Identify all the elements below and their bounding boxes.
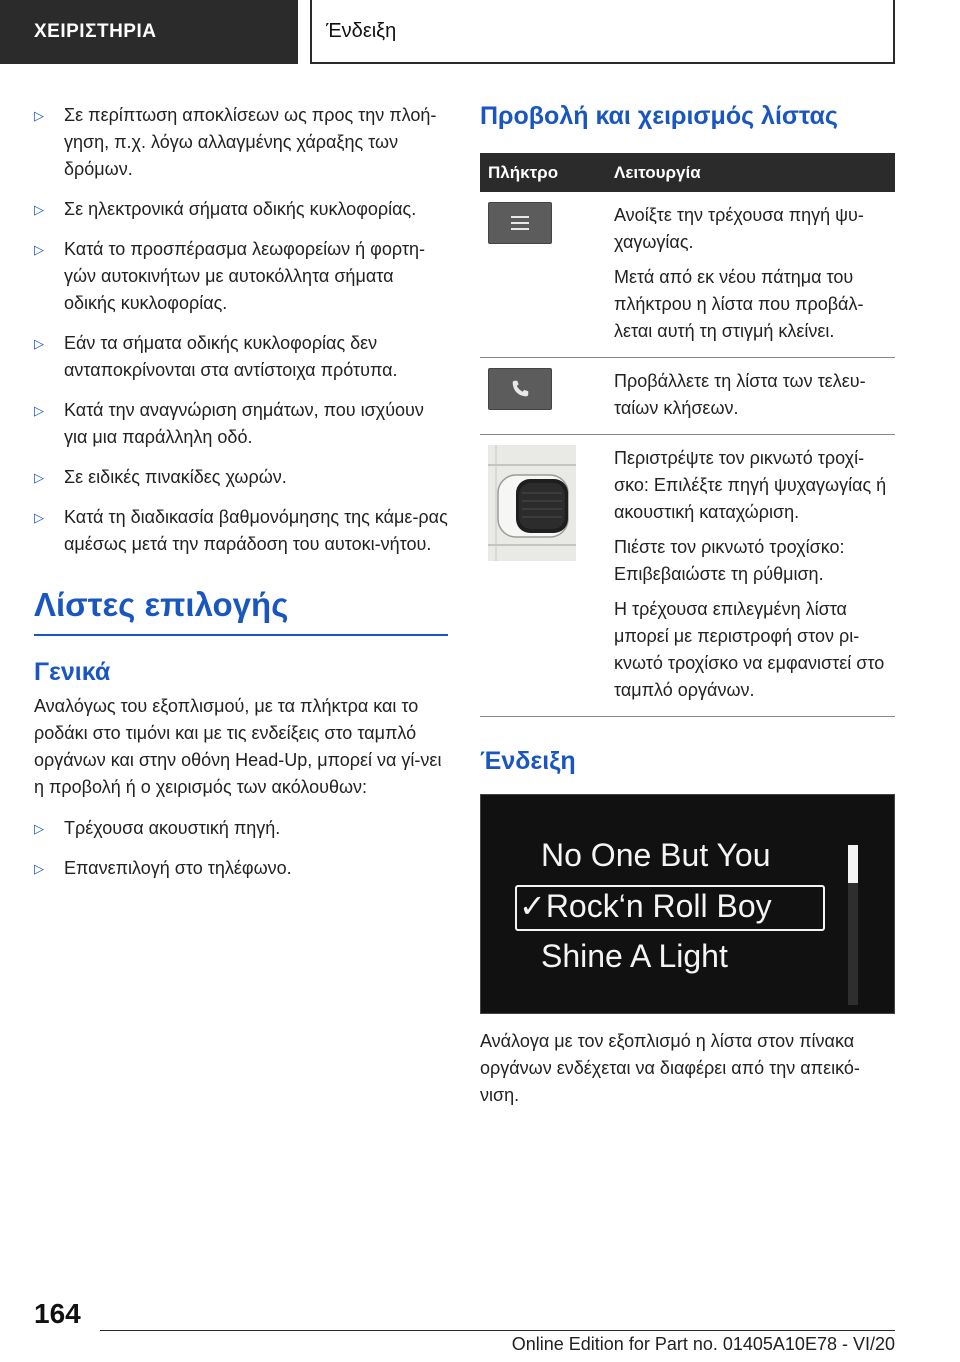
list-item: ▷ Σε ηλεκτρονικά σήματα οδικής κυκλοφορίας. xyxy=(34,196,448,223)
list-item: ▷ Σε περίπτωση αποκλίσεων ως προς την πλοή-γηση, π.χ. λόγω αλλαγμένης χάραξης των δρόμων. xyxy=(34,102,448,183)
function-text: Μετά από εκ νέου πάτημα του πλήκτρου η λίστα που προβάλ-λεται αυτή τη στιγμή κλείνει. xyxy=(614,267,864,341)
triangle-bullet-icon: ▷ xyxy=(34,861,44,876)
function-text: Προβάλλετε τη λίστα των τελευ-ταίων κλήσεων. xyxy=(614,371,866,418)
list-icon xyxy=(488,202,552,244)
section-heading: Λίστες επιλογής xyxy=(34,586,448,636)
triangle-bullet-icon: ▷ xyxy=(34,108,44,123)
thumbwheel-icon xyxy=(488,445,576,561)
page-number: 164 xyxy=(34,1298,81,1329)
table-row xyxy=(480,192,895,358)
triangle-bullet-icon: ▷ xyxy=(34,510,44,525)
checkmark-icon: ✓ xyxy=(519,888,546,924)
bullet-list-bottom xyxy=(34,815,448,882)
right-column xyxy=(480,102,895,1109)
selected-list-entry: ✓Rock‘n Roll Boy xyxy=(519,888,772,924)
edition-note: Online Edition for Part no. 01405A10E78 - VI/20 xyxy=(511,1334,895,1354)
bullet-list-top xyxy=(34,102,448,558)
section-tab xyxy=(0,0,298,64)
key-function-table xyxy=(480,153,895,717)
table-header-row xyxy=(480,153,895,192)
list-item: ▷ Κατά το προσπέρασμα λεωφορείων ή φορτη-γών αυτοκινήτων με αυτοκόλλητα σήματα οδικής κυκλοφορίας. xyxy=(34,236,448,317)
scrollbar-thumb xyxy=(848,845,858,883)
section-title: ΧΕΙΡΙΣΤΗΡΙΑ xyxy=(34,21,157,42)
function-text: Πιέστε τον ρικνωτό τροχίσκο: Επιβεβαιώστε τη ρύθμιση. xyxy=(614,537,845,584)
triangle-bullet-icon: ▷ xyxy=(34,242,44,257)
triangle-bullet-icon: ▷ xyxy=(34,336,44,351)
chapter-title: Ένδειξη xyxy=(326,19,397,42)
list-operation-heading: Προβολή και χειρισμός λίστας xyxy=(480,102,838,130)
triangle-bullet-icon: ▷ xyxy=(34,470,44,485)
triangle-bullet-icon: ▷ xyxy=(34,821,44,836)
list-item: ▷ Κατά την αναγνώριση σημάτων, που ισχύουν για μια παράλληλη οδό. xyxy=(34,397,448,451)
subsection-heading: Γενικά xyxy=(34,658,111,686)
list-entry: No One But You xyxy=(541,837,771,873)
list-item: ▷ Κατά τη διαδικασία βαθμονόμησης της κάμε-ρας αμέσως μετά την παράδοση του αυτοκι-νήτου. xyxy=(34,504,448,558)
list-item: ▷ Εάν τα σήματα οδικής κυκλοφορίας δεν ανταποκρίνονται στα αντίστοιχα πρότυπα. xyxy=(34,330,448,384)
triangle-bullet-icon: ▷ xyxy=(34,202,44,217)
display-heading: Ένδειξη xyxy=(480,747,576,775)
list-item: ▷ Τρέχουσα ακουστική πηγή. xyxy=(34,815,448,842)
instrument-cluster-display xyxy=(480,794,895,1014)
list-item: ▷ Σε ειδικές πινακίδες χωρών. xyxy=(34,464,448,491)
phone-icon xyxy=(488,368,552,410)
triangle-bullet-icon: ▷ xyxy=(34,403,44,418)
list-item: ▷ Επανεπιλογή στο τηλέφωνο. xyxy=(34,855,448,882)
function-text: Ανοίξτε την τρέχουσα πηγή ψυ-χαγωγίας. xyxy=(614,205,864,252)
table-row xyxy=(480,358,895,435)
function-text: Η τρέχουσα επιλεγμένη λίστα μπορεί με περιστροφή στον ρι-κνωτό τροχίσκο να εμφανιστεί στο ταμπλό οργάνων. xyxy=(614,599,885,700)
intro-paragraph: Αναλόγως του εξοπλισμού, με τα πλήκτρα και το ροδάκι στο τιμόνι και με τις ενδείξεις στο ταμπλό οργάνων και στην οθόνη Head-Up, μπορεί να γί-νει η προβολή ή ο χειρισμός των ακόλουθων: xyxy=(34,696,442,797)
column-header-function: Λειτουργία xyxy=(606,153,895,192)
list-entry: Shine A Light xyxy=(541,938,728,974)
display-caption: Ανάλογα με τον εξοπλισμό η λίστα στον πίνακα οργάνων ενδέχεται να διαφέρει από την απεικό-νιση. xyxy=(480,1031,860,1105)
left-column xyxy=(34,102,448,895)
table-row xyxy=(480,435,895,717)
column-header-key: Πλήκτρο xyxy=(480,153,606,192)
footer-divider xyxy=(100,1330,895,1331)
chapter-tab xyxy=(310,0,895,64)
function-text: Περιστρέψτε τον ρικνωτό τροχί-σκο: Επιλέξτε πηγή ψυχαγωγίας ή ακουστική καταχώριση. xyxy=(614,448,887,522)
